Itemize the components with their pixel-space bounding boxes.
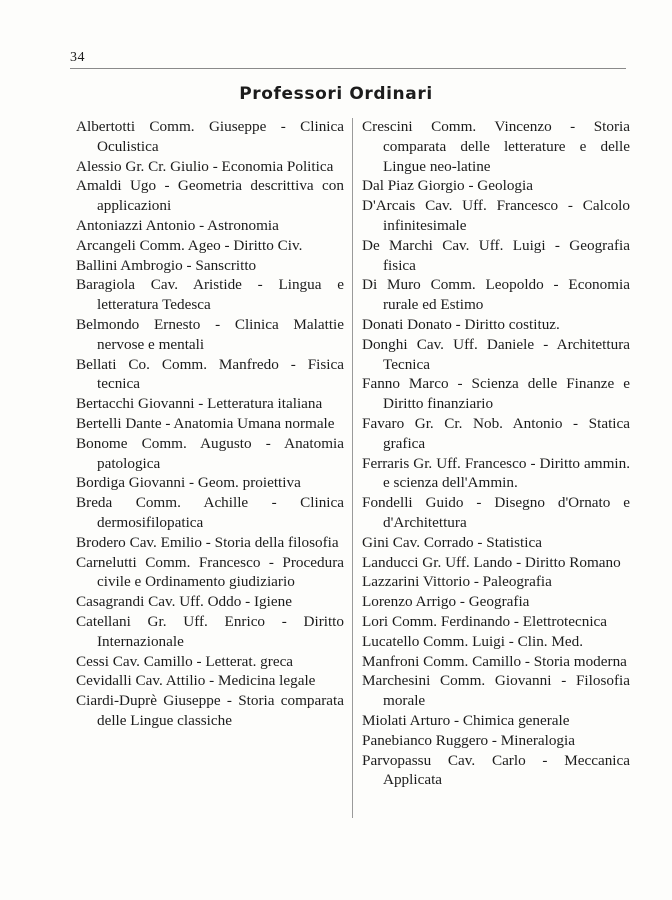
professor-entry: Manfroni Comm. Camillo - Storia moderna [362, 652, 627, 670]
professor-entry: Ferraris Gr. Uff. Francesco - Diritto ammin. e scienza dell'Ammin. [362, 454, 630, 492]
professor-entry: Arcangeli Comm. Ageo - Diritto Civ. [76, 236, 303, 254]
professor-entry: Cevidalli Cav. Attilio - Medicina legale [76, 672, 316, 690]
professor-entry: Catellani Gr. Uff. Enrico - Diritto Internazionale [76, 612, 344, 650]
professor-entry: Bertacchi Giovanni - Letteratura italiana [76, 395, 323, 413]
professor-entry: Dal Piaz Giorgio - Geologia [362, 177, 533, 195]
professor-entry: Bordiga Giovanni - Geom. proiettiva [76, 474, 301, 492]
professor-entry: Favaro Gr. Cr. Nob. Antonio - Statica grafica [362, 414, 630, 452]
professor-entry: Baragiola Cav. Aristide - Lingua e letteratura Tedesca [76, 276, 344, 314]
professor-entry: Donati Donato - Diritto costituz. [362, 315, 560, 333]
right-column [362, 117, 630, 790]
professor-entry: Fanno Marco - Scienza delle Finanze e Diritto finanziario [362, 375, 630, 413]
professor-entry: Crescini Comm. Vincenzo - Storia comparata delle letterature e delle Lingue neo-latine [362, 118, 630, 175]
professor-entry: Bertelli Dante - Anatomia Umana normale [76, 414, 335, 432]
professor-entry: Parvopassu Cav. Carlo - Meccanica Applicata [362, 751, 630, 789]
professor-entry: Breda Comm. Achille - Clinica dermosifilopatica [76, 494, 344, 531]
professor-entry: Belmondo Ernesto - Clinica Malattie nervose e mentali [76, 315, 344, 353]
professor-entry: Marchesini Comm. Giovanni - Filosofia morale [362, 672, 630, 710]
header-rule [70, 68, 626, 69]
professor-entry: De Marchi Cav. Uff. Luigi - Geografia fisica [362, 236, 630, 274]
professor-entry: Antoniazzi Antonio - Astronomia [76, 216, 279, 234]
professor-entry: Lucatello Comm. Luigi - Clin. Med. [362, 632, 584, 650]
professor-entry: D'Arcais Cav. Uff. Francesco - Calcolo infinitesimale [362, 197, 630, 234]
professor-entry: Lazzarini Vittorio - Paleografia [362, 573, 552, 591]
professor-entry: Ciardi-Duprè Giuseppe - Storia comparata delle Lingue classiche [76, 692, 344, 729]
professor-entry: Fondelli Guido - Disegno d'Ornato e d'Architettura [362, 494, 630, 531]
professor-entry: Miolati Arturo - Chimica generale [362, 711, 570, 729]
professor-entry: Di Muro Comm. Leopoldo - Economia rurale ed Estimo [362, 276, 630, 314]
professor-entry: Casagrandi Cav. Uff. Oddo - Igiene [76, 593, 292, 611]
professor-entry: Cessi Cav. Camillo - Letterat. greca [76, 652, 294, 670]
page-number: 34 [70, 50, 85, 65]
column-divider [352, 118, 353, 818]
professor-entry: Gini Cav. Corrado - Statistica [362, 533, 542, 551]
professor-entry: Alessio Gr. Cr. Giulio - Economia Politica [76, 157, 334, 175]
professor-entry: Donghi Cav. Uff. Daniele - Architettura Tecnica [362, 335, 630, 373]
left-column [76, 117, 344, 731]
professor-entry: Bonome Comm. Augusto - Anatomia patologica [76, 434, 344, 472]
professor-entry: Lorenzo Arrigo - Geografia [362, 593, 530, 611]
professor-entry: Bellati Co. Comm. Manfredo - Fisica tecnica [76, 355, 344, 393]
professor-entry: Lori Comm. Ferdinando - Elettrotecnica [362, 612, 608, 630]
professor-entry: Landucci Gr. Uff. Lando - Diritto Romano [362, 553, 621, 571]
page-title: Professori Ordinari [239, 84, 433, 104]
professor-entry: Brodero Cav. Emilio - Storia della filosofia [76, 533, 339, 551]
professor-entry: Carnelutti Comm. Francesco - Procedura civile e Ordinamento giudiziario [76, 553, 344, 591]
professor-entry: Ballini Ambrogio - Sanscritto [76, 256, 257, 274]
professor-entry: Panebianco Ruggero - Mineralogia [362, 731, 575, 749]
professor-entry: Albertotti Comm. Giuseppe - Clinica Oculistica [76, 118, 344, 155]
professor-entry: Amaldi Ugo - Geometria descrittiva con applicazioni [76, 177, 344, 215]
